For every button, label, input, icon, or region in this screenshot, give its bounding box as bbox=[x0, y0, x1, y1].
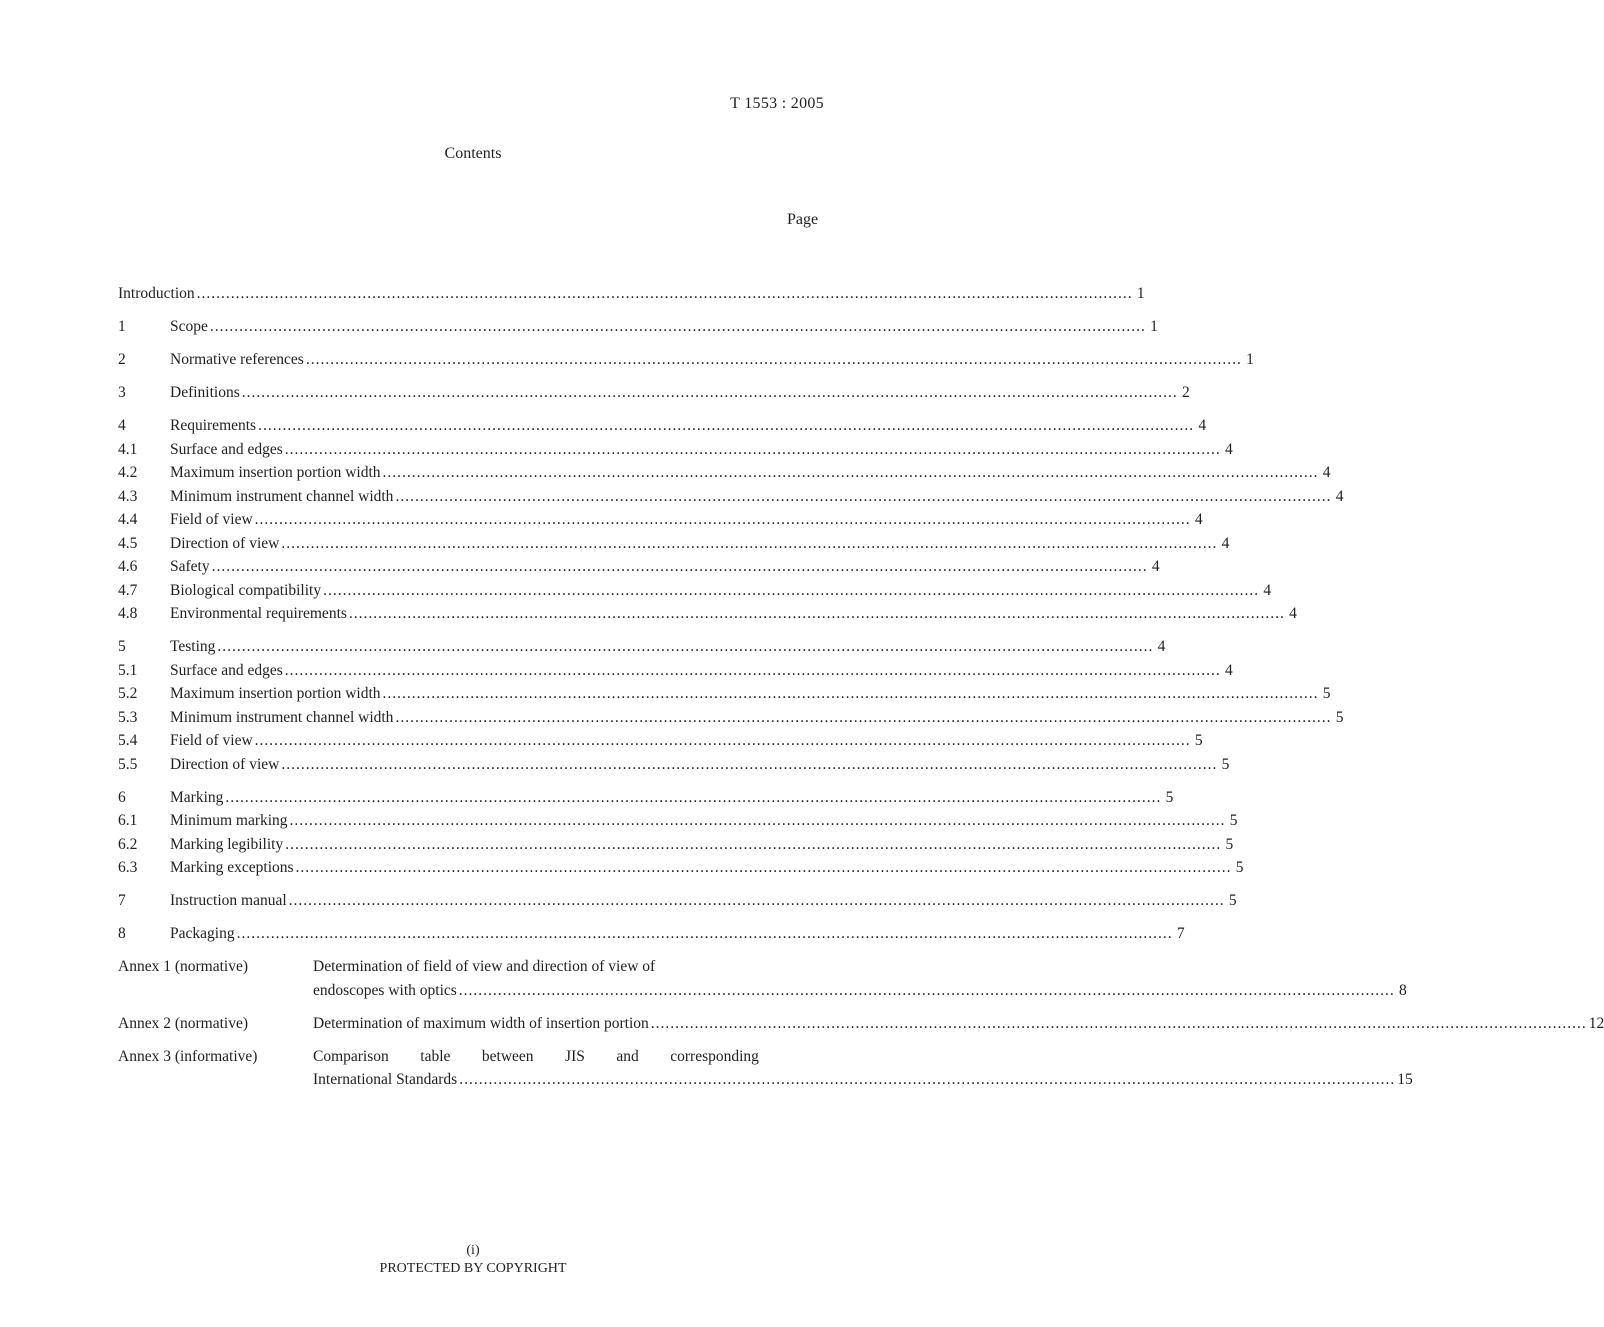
section-title: Maximum insertion portion width bbox=[170, 685, 381, 702]
dot-leader bbox=[283, 438, 1223, 462]
dot-leader bbox=[283, 659, 1223, 683]
section-title: Testing bbox=[170, 638, 216, 655]
section-title: Biological compatibility bbox=[170, 581, 322, 599]
annex-title-word: between bbox=[481, 1047, 534, 1065]
annex-title-line bbox=[313, 1012, 1604, 1036]
toc-group bbox=[118, 786, 1244, 880]
dot-leader bbox=[253, 729, 1193, 753]
annex-title-word: JIS bbox=[565, 1047, 585, 1065]
annex-title-line bbox=[313, 979, 1407, 1003]
contents-title: Contents bbox=[444, 145, 502, 162]
page-number-ref: 7 bbox=[1176, 925, 1185, 942]
toc-group bbox=[118, 315, 1158, 339]
annex-label: Annex 3 (informative) bbox=[118, 1047, 258, 1065]
dot-leader bbox=[195, 282, 1135, 306]
toc-entry[interactable] bbox=[118, 381, 1190, 405]
section-title: Instruction manual bbox=[170, 892, 287, 909]
annex-title-word: table bbox=[420, 1047, 451, 1065]
dot-leader bbox=[279, 753, 1219, 777]
page-number-ref: 5 bbox=[1229, 812, 1238, 829]
toc-entry[interactable] bbox=[118, 706, 1344, 730]
annex-title-block bbox=[313, 955, 1407, 1002]
dot-leader bbox=[287, 889, 1227, 913]
toc-entry[interactable] bbox=[118, 414, 1207, 438]
toc-entry[interactable] bbox=[118, 485, 1344, 509]
section-number: 4.3 bbox=[118, 487, 138, 505]
toc-group bbox=[118, 922, 1185, 946]
page-number-ref: 4 bbox=[1263, 581, 1272, 599]
toc-group bbox=[118, 889, 1237, 913]
annex-title-word: corresponding bbox=[670, 1047, 759, 1065]
section-number: 6.1 bbox=[118, 812, 138, 829]
section-title: Direction of view bbox=[170, 534, 280, 552]
toc-entry[interactable] bbox=[118, 786, 1174, 810]
page-number-ref: 5 bbox=[1335, 708, 1344, 726]
page-number-ref: 8 bbox=[1399, 981, 1407, 999]
section-number: 4.4 bbox=[118, 511, 138, 528]
section-number: 4.8 bbox=[118, 605, 138, 622]
annex-title-line: Determination of field of view and direction of view of bbox=[313, 958, 656, 975]
section-title: Minimum marking bbox=[170, 812, 288, 829]
section-number: 5.2 bbox=[118, 685, 138, 702]
dot-leader bbox=[381, 461, 1321, 485]
dot-leader bbox=[240, 381, 1180, 405]
section-title: Direction of view bbox=[170, 755, 280, 773]
dot-leader bbox=[457, 979, 1397, 1003]
section-title: Requirements bbox=[170, 417, 257, 434]
section-title: Packaging bbox=[170, 925, 235, 942]
section-title: Field of view bbox=[170, 732, 253, 749]
toc-group bbox=[118, 414, 1344, 626]
section-title: Marking exceptions bbox=[170, 859, 294, 876]
dot-leader bbox=[457, 1068, 1397, 1092]
page-number: (i) bbox=[466, 1243, 480, 1258]
dot-leader bbox=[256, 414, 1196, 438]
page-number-ref: 4 bbox=[1225, 440, 1233, 458]
annex-label: Annex 2 (normative) bbox=[118, 1014, 248, 1032]
dot-leader bbox=[235, 922, 1175, 946]
section-title: Marking bbox=[170, 788, 224, 806]
page-number-ref: 1 bbox=[1136, 285, 1145, 302]
toc-entry[interactable] bbox=[118, 348, 1254, 372]
section-title: Normative references bbox=[170, 351, 304, 368]
toc-group bbox=[118, 381, 1190, 405]
section-title: Definitions bbox=[170, 384, 240, 401]
dot-leader bbox=[294, 856, 1234, 880]
page-number-ref: 4 bbox=[1157, 638, 1166, 655]
toc-entry[interactable] bbox=[118, 659, 1233, 683]
dot-leader bbox=[279, 532, 1219, 556]
dot-leader bbox=[393, 485, 1333, 509]
page-number-ref: 4 bbox=[1221, 534, 1230, 552]
section-title: Minimum instrument channel width bbox=[170, 708, 394, 726]
dot-leader bbox=[381, 682, 1321, 706]
page-number-ref: 4 bbox=[1198, 417, 1207, 434]
dot-leader bbox=[223, 786, 1163, 810]
section-number: 5 bbox=[118, 638, 126, 655]
toc-entry[interactable] bbox=[118, 461, 1331, 485]
toc-entry[interactable] bbox=[118, 579, 1272, 603]
annex-title-text: Determination of maximum width of insertion portion bbox=[313, 1014, 649, 1032]
toc-entry[interactable] bbox=[118, 555, 1160, 579]
page-number-ref: 4 bbox=[1335, 487, 1344, 505]
page-number-ref: 4 bbox=[1322, 464, 1331, 481]
page-number-ref: 15 bbox=[1397, 1071, 1413, 1088]
annex-title-text: endoscopes with optics bbox=[313, 981, 457, 999]
section-number: 5.4 bbox=[118, 732, 138, 749]
section-number: 6.3 bbox=[118, 859, 138, 876]
page-column-heading: Page bbox=[787, 211, 819, 228]
dot-leader bbox=[215, 635, 1155, 659]
dot-leader bbox=[321, 579, 1261, 603]
annex-entry[interactable] bbox=[118, 1045, 1413, 1092]
toc-entry[interactable] bbox=[118, 315, 1158, 339]
page-number-ref: 5 bbox=[1221, 755, 1230, 773]
toc-entry[interactable] bbox=[118, 753, 1230, 777]
toc-entry[interactable] bbox=[118, 889, 1237, 913]
page-number-ref: 1 bbox=[1246, 351, 1254, 368]
page-number-ref: 4 bbox=[1151, 558, 1160, 575]
dot-leader bbox=[347, 602, 1287, 626]
section-number: 7 bbox=[118, 892, 126, 909]
page-number-ref: 12 bbox=[1588, 1014, 1604, 1032]
copyright-notice: PROTECTED BY COPYRIGHT bbox=[379, 1261, 567, 1276]
section-title: Surface and edges bbox=[170, 661, 283, 679]
page-number-ref: 5 bbox=[1322, 685, 1331, 702]
section-title: Minimum instrument channel width bbox=[170, 487, 394, 505]
annex-title-line bbox=[313, 1045, 759, 1069]
table-of-contents bbox=[118, 282, 1604, 1101]
annex-title-block bbox=[313, 1045, 1413, 1092]
section-number: 1 bbox=[118, 318, 126, 335]
toc-entry[interactable] bbox=[118, 682, 1331, 706]
toc-group bbox=[118, 635, 1344, 776]
dot-leader bbox=[253, 508, 1193, 532]
section-title: Scope bbox=[170, 318, 208, 335]
standard-number: T 1553 : 2005 bbox=[730, 95, 824, 112]
page-number-ref: 5 bbox=[1194, 732, 1203, 749]
section-number: 4.7 bbox=[118, 581, 138, 599]
page-footer bbox=[0, 1242, 946, 1278]
page-number-ref: 5 bbox=[1165, 788, 1174, 806]
page-number-ref: 2 bbox=[1182, 384, 1190, 401]
page-number-ref: 4 bbox=[1289, 605, 1297, 622]
section-title: Surface and edges bbox=[170, 440, 283, 458]
section-number: 5.3 bbox=[118, 708, 138, 726]
annex-title-line bbox=[313, 1068, 1413, 1092]
toc-entry[interactable] bbox=[118, 856, 1244, 880]
annex-title-text: International Standards bbox=[313, 1071, 458, 1088]
toc-entry[interactable] bbox=[118, 729, 1203, 753]
toc-entry[interactable] bbox=[118, 922, 1185, 946]
section-number: 5.1 bbox=[118, 661, 138, 679]
toc-entry[interactable] bbox=[118, 635, 1166, 659]
toc-entry[interactable] bbox=[118, 532, 1230, 556]
toc-entry[interactable] bbox=[118, 438, 1233, 462]
dot-leader bbox=[208, 315, 1148, 339]
dot-leader bbox=[288, 809, 1228, 833]
dot-leader bbox=[283, 833, 1223, 857]
annex-entry[interactable] bbox=[118, 955, 1407, 1002]
section-title: Field of view bbox=[170, 511, 253, 528]
section-number: 8 bbox=[118, 925, 126, 942]
dot-leader bbox=[393, 706, 1333, 730]
page-number-ref: 4 bbox=[1194, 511, 1203, 528]
page-number-ref: 5 bbox=[1235, 859, 1244, 876]
dot-leader bbox=[304, 348, 1244, 372]
section-number: 4.2 bbox=[118, 464, 138, 481]
toc-entry[interactable] bbox=[118, 508, 1203, 532]
toc-entry[interactable] bbox=[118, 282, 1145, 306]
section-title: Environmental requirements bbox=[170, 605, 347, 622]
toc-group bbox=[118, 348, 1254, 372]
section-number: 6.2 bbox=[118, 835, 138, 853]
section-number: 4.6 bbox=[118, 558, 138, 575]
annex-label: Annex 1 (normative) bbox=[118, 958, 248, 975]
annex-title-word: and bbox=[616, 1047, 639, 1065]
section-title: Introduction bbox=[118, 285, 195, 302]
section-title: Maximum insertion portion width bbox=[170, 464, 381, 481]
section-number: 4 bbox=[118, 417, 126, 434]
annex-entry[interactable] bbox=[118, 1012, 1604, 1036]
dot-leader bbox=[649, 1012, 1589, 1036]
page-number-ref: 5 bbox=[1228, 892, 1237, 909]
page-number-ref: 4 bbox=[1225, 661, 1233, 679]
toc-entry[interactable] bbox=[118, 833, 1234, 857]
section-number: 3 bbox=[118, 384, 126, 401]
section-number: 6 bbox=[118, 788, 126, 806]
section-number: 4.1 bbox=[118, 440, 138, 458]
page-number-ref: 5 bbox=[1225, 835, 1234, 853]
section-number: 5.5 bbox=[118, 755, 138, 773]
section-title: Marking legibility bbox=[170, 835, 284, 853]
section-number: 4.5 bbox=[118, 534, 138, 552]
section-title: Safety bbox=[170, 558, 210, 575]
annex-title-word: Comparison bbox=[313, 1047, 389, 1065]
page-number-ref: 1 bbox=[1150, 318, 1158, 335]
annex-title-block bbox=[313, 1012, 1604, 1036]
toc-group bbox=[118, 282, 1145, 306]
dot-leader bbox=[210, 555, 1150, 579]
toc-entry[interactable] bbox=[118, 602, 1297, 626]
section-number: 2 bbox=[118, 351, 126, 368]
toc-entry[interactable] bbox=[118, 809, 1238, 833]
